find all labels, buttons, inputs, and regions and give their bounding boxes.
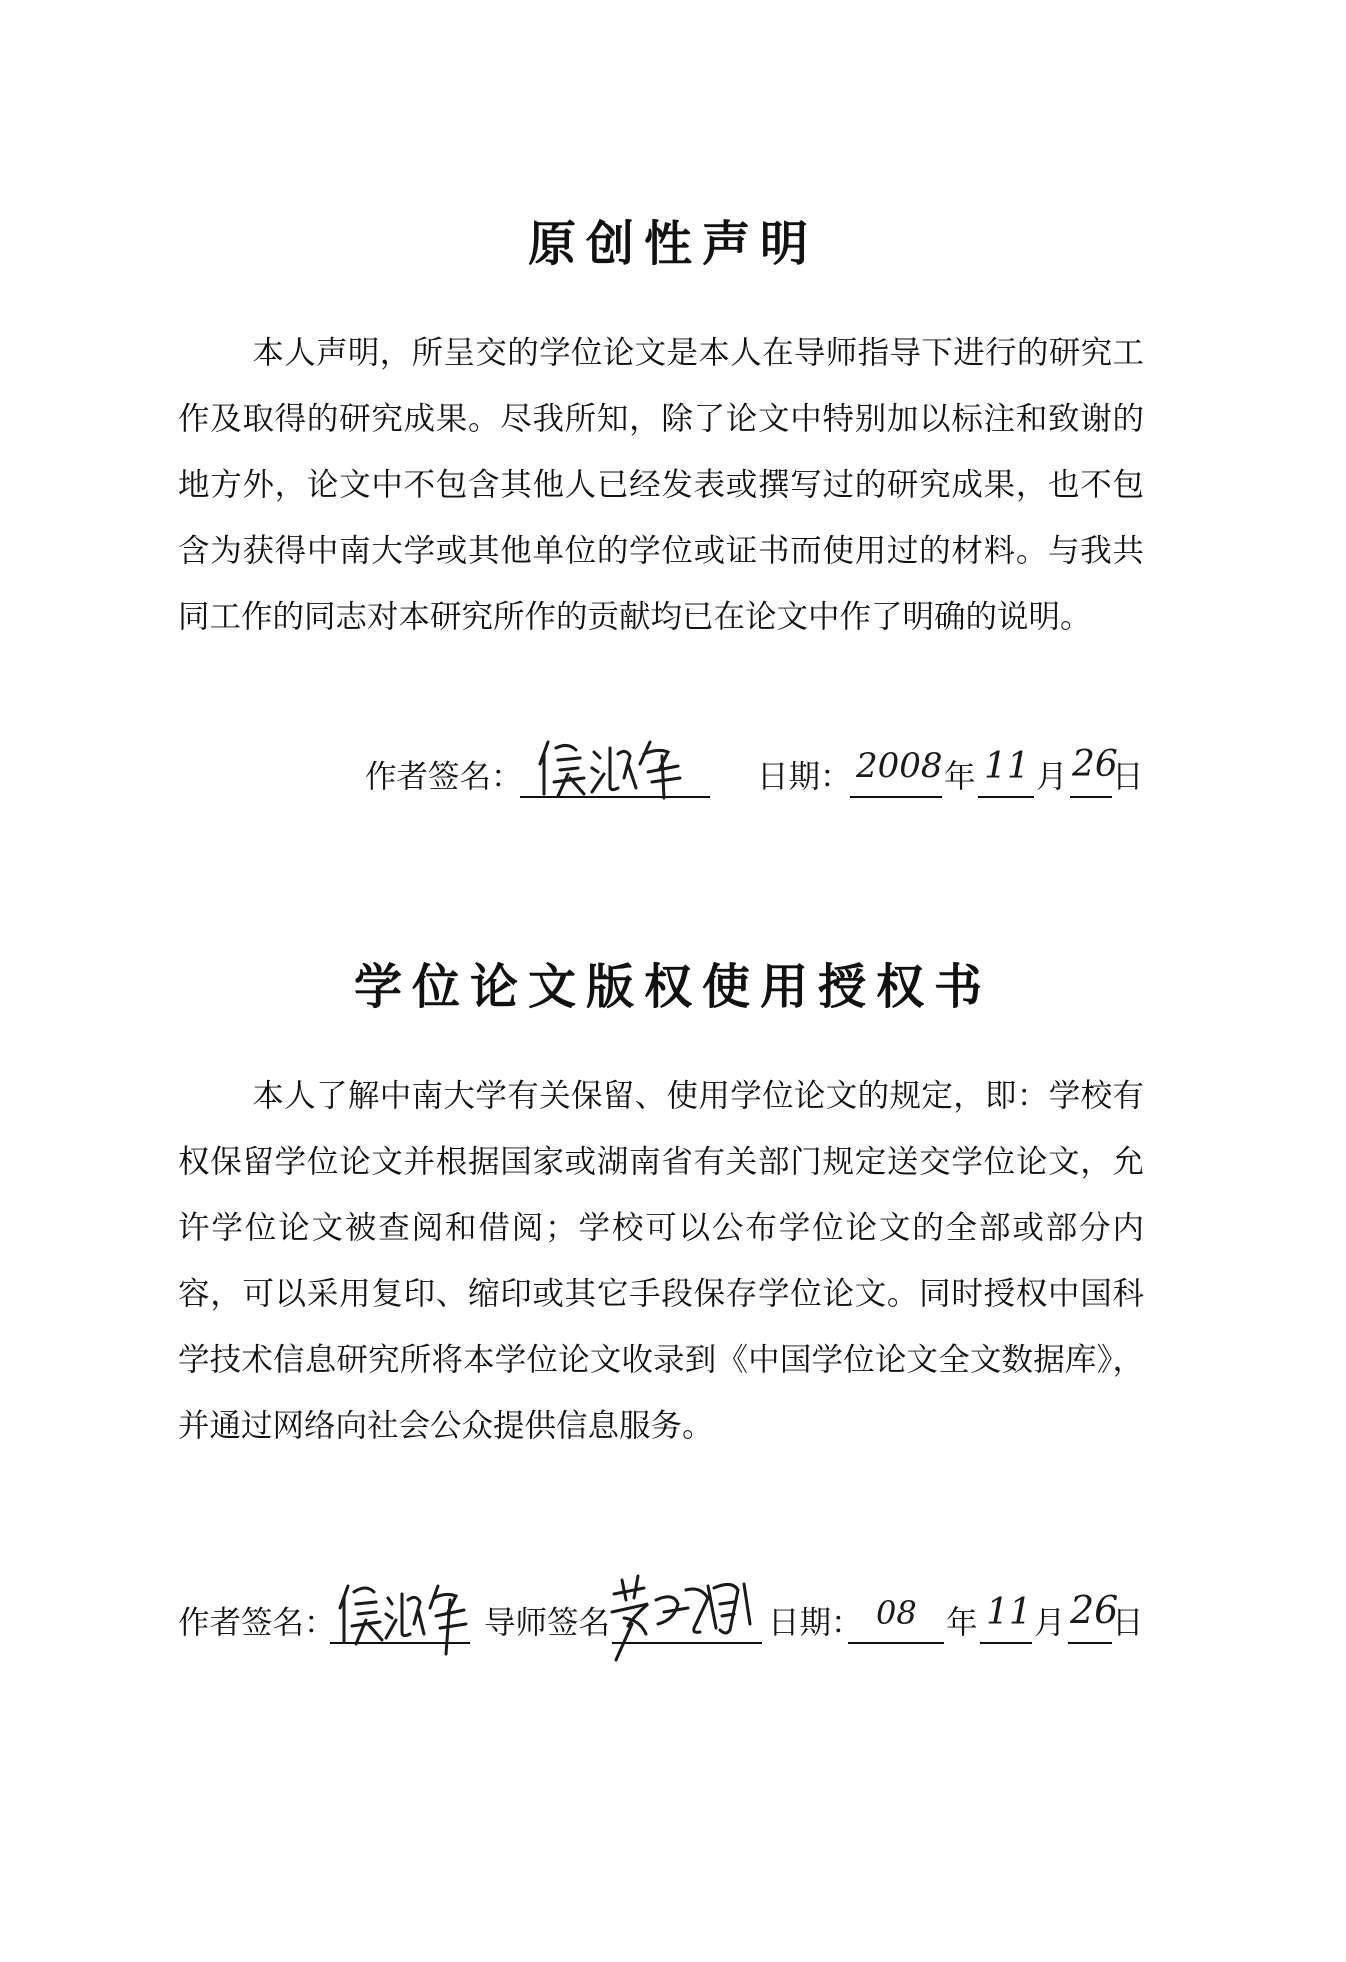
date-label: 日期： — [757, 759, 852, 795]
declaration-paragraph — [178, 320, 1144, 650]
author-signature-label: 作者签名： — [365, 759, 523, 795]
month-unit-2: 月 — [1034, 1605, 1066, 1641]
declaration-signature-row — [0, 744, 1346, 812]
month-handwriting: 11 — [984, 746, 1030, 787]
month-unit: 月 — [1036, 759, 1068, 795]
year-unit: 年 — [944, 759, 976, 795]
author-signature-handwriting-2 — [330, 1578, 480, 1658]
date-label-2: 日期： — [768, 1605, 863, 1641]
author-signature-label-2: 作者签名： — [178, 1605, 336, 1641]
day-handwriting: 26 — [1072, 744, 1118, 785]
authorization-body-text: 本人了解中南大学有关保留、使用学位论文的规定，即：学校有权保留学位论文并根据国家或湖南省有关部门规定送交学位论文，允许学位论文被查阅和借阅；学校可以公布学位论文的全部或部分内容，可以采用复印、缩印或其它手段保存学位论文。同时授权中国科学技术信息研究所将本学位论文收录到《中国学位论文全文数据库》，并通过网络向社会公众提供信息服务。 — [178, 1078, 1144, 1444]
year-unit-2: 年 — [946, 1605, 978, 1641]
declaration-title: 原创性声明 — [527, 216, 818, 272]
year-handwriting: 2008 — [856, 746, 943, 786]
authorization-paragraph — [178, 1063, 1144, 1459]
authorization-title: 学位论文版权使用授权书 — [353, 959, 992, 1015]
month-handwriting-2: 11 — [986, 1592, 1032, 1633]
authorization-signature-row — [0, 1588, 1346, 1668]
day-unit-2: 日 — [1112, 1605, 1144, 1641]
supervisor-signature-label: 导师签名 — [484, 1605, 611, 1641]
declaration-body-text: 本人声明，所呈交的学位论文是本人在导师指导下进行的研究工作及取得的研究成果。尽我所知，除了论文中特别加以标注和致谢的地方外，论文中不包含其他人已经发表或撰写过的研究成果，也不包含为获得中南大学或其他单位的学位或证书而使用过的材料。与我共同工作的同志对本研究所作的贡献均已在论文中作了明确的说明。 — [178, 335, 1144, 635]
author-signature-handwriting — [528, 734, 708, 804]
year-handwriting-2: 08 — [876, 1594, 917, 1632]
day-handwriting-2: 26 — [1070, 1588, 1119, 1632]
day-unit: 日 — [1112, 759, 1144, 795]
supervisor-signature-handwriting — [604, 1564, 754, 1664]
